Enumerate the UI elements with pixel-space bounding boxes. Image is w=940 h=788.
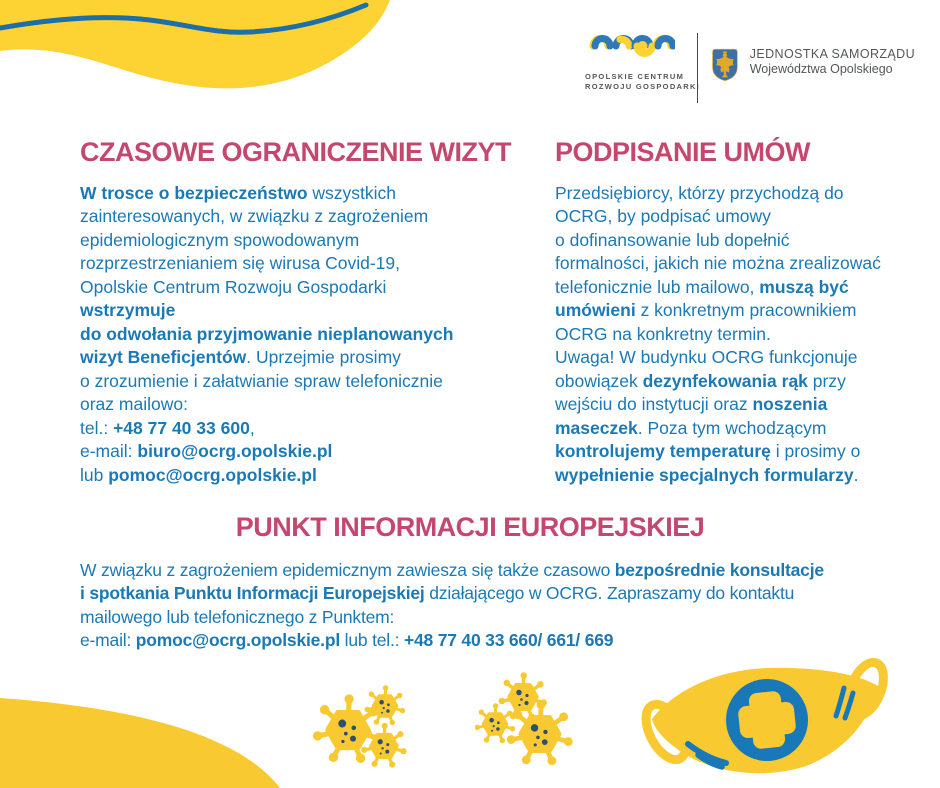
ocrg-logo-caption-line1: OPOLSKIE CENTRUM	[585, 72, 685, 81]
info-point-title: PUNKT INFORMACJI EUROPEJSKIEJ	[235, 512, 705, 542]
contracts-title: PODPISANIE UMÓW	[555, 137, 811, 167]
ocrg-logo	[585, 33, 701, 92]
visits-paragraph: W trosce o bezpieczeństwo wszystkich zainteresowanych, w związku z zagrożeniem epidemiologicznym spowodowanym rozprzestrzenianiem się wirusa Covid-19, Opolskie Centrum Rozwoju Gospodarki wstrzymuje do odwołania przyjmowanie nieplanowanych wizyt Beneficjentów. Uprzejmie prosimy o zrozumienie i załatwianie spraw telefonicznie oraz mailowo: tel.: +48 77 40 33 600, e-mail: biuro@ocrg.opolskie.pl lub pomoc@ocrg.opolskie.pl	[80, 182, 454, 485]
contracts-paragraph: Przedsiębiorcy, którzy przychodzą do OCRG, by podpisać umowy o dofinansowanie lub dopełnić formalności, jakich nie można zrealizować telefonicznie lub mailowo, muszą być umówieni z konkretnym pracownikiem OCRG na konkretny termin. Uwaga! W budynku OCRG funkcjonuje obowiązek dezynfekowania rąk przy wejściu do instytucji oraz noszenia maseczek. Poza tym wchodzącym kontrolujemy temperaturę i prosimy o wypełnienie specjalnych formularzy.	[555, 182, 881, 485]
section-european-info-point	[0, 513, 940, 653]
section-contract-signing	[555, 138, 940, 487]
face-mask-icon	[640, 644, 892, 788]
yellow-wave-decoration	[0, 0, 400, 130]
ocrg-logo-caption-line2: ROZWOJU GOSPODARKI	[585, 82, 701, 91]
unit-caption-line1: JEDNOSTKA SAMORZĄDU	[749, 47, 915, 61]
ocrg-logo-icon	[587, 33, 675, 59]
header-logos	[585, 33, 915, 108]
coat-of-arms-caption	[750, 47, 915, 77]
section-visits-restriction	[80, 138, 528, 487]
opolskie-coat-of-arms-icon	[712, 36, 738, 94]
info-point-paragraph: W związku z zagrożeniem epidemicznym zawiesza się także czasowo bezpośrednie konsultacje i spotkania Punktu Informacji Europejskiej działającego w OCRG. Zapraszamy do kontaktu mailowego lub telefonicznego z Punktem: e-mail: pomoc@ocrg.opolskie.pl lub tel.: +48 77 40 33 660/ 661/ 669	[80, 559, 824, 651]
visits-title: CZASOWE OGRANICZENIE WIZYT	[80, 137, 511, 167]
unit-caption-line2: Województwa Opolskiego	[749, 62, 893, 76]
virus-icon	[475, 672, 577, 774]
virus-icon	[312, 685, 412, 773]
yellow-corner-decoration	[0, 695, 300, 788]
logo-divider	[697, 33, 698, 103]
